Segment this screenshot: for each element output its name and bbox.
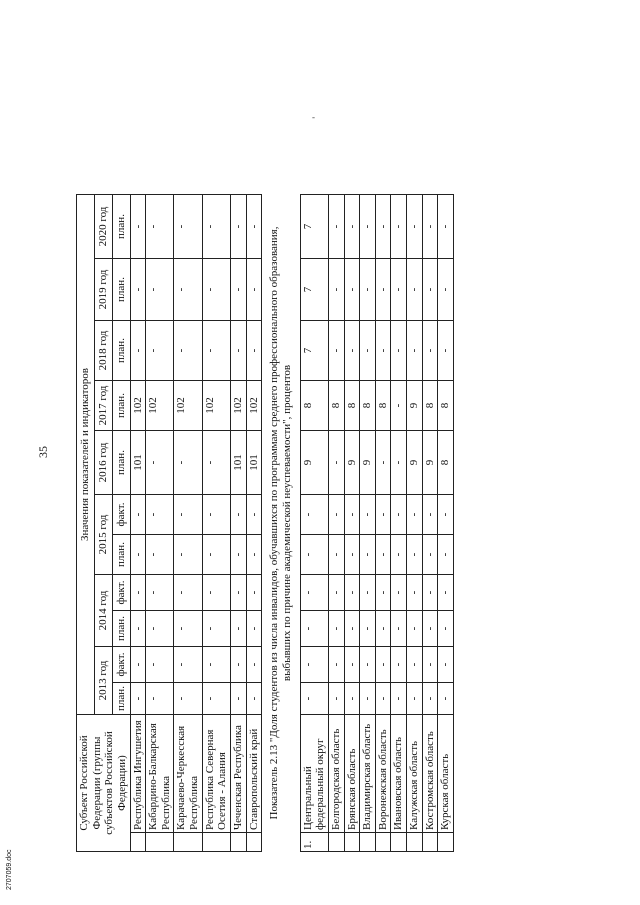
value-cell: - xyxy=(360,321,376,381)
row-number xyxy=(174,833,202,852)
value-cell: - xyxy=(360,495,376,535)
value-cell: - xyxy=(344,647,360,683)
value-cell: - xyxy=(174,575,202,611)
value-cell: - xyxy=(391,381,407,431)
value-cell: - xyxy=(130,495,146,535)
row-number xyxy=(328,833,344,852)
value-cell: 8 xyxy=(375,381,391,431)
value-cell: - xyxy=(391,321,407,381)
value-cell: - xyxy=(202,611,230,647)
value-cell: - xyxy=(438,535,454,575)
subject-name: Белгородская область xyxy=(328,715,344,833)
header-plan: план. xyxy=(112,535,130,575)
value-cell: - xyxy=(328,611,344,647)
value-cell: - xyxy=(328,647,344,683)
value-cell: - xyxy=(344,495,360,535)
value-cell: - xyxy=(130,647,146,683)
value-cell: - xyxy=(300,575,328,611)
value-cell: - xyxy=(146,611,174,647)
value-cell: - xyxy=(360,575,376,611)
page-number: 35 xyxy=(36,446,50,458)
row-number xyxy=(146,833,174,852)
value-cell: - xyxy=(202,195,230,259)
header-year: 2020 год xyxy=(94,195,112,259)
value-cell: - xyxy=(438,611,454,647)
value-cell: - xyxy=(391,195,407,259)
value-cell: - xyxy=(146,321,174,381)
row-number xyxy=(407,833,423,852)
value-cell: 7 xyxy=(300,321,328,381)
value-cell: - xyxy=(202,495,230,535)
value-cell: - xyxy=(174,431,202,495)
value-cell: - xyxy=(246,683,262,715)
subject-name: Воронежская область xyxy=(375,715,391,833)
value-cell: - xyxy=(438,495,454,535)
value-cell: - xyxy=(375,647,391,683)
header-year: 2014 год xyxy=(94,575,112,647)
value-cell: 9 xyxy=(300,431,328,495)
row-number xyxy=(422,833,438,852)
value-cell: - xyxy=(246,575,262,611)
value-cell: - xyxy=(407,683,423,715)
value-cell: - xyxy=(246,259,262,321)
value-cell: 102 xyxy=(231,381,247,431)
value-cell: 102 xyxy=(130,381,146,431)
value-cell: 8 xyxy=(438,381,454,431)
rotated-page xyxy=(36,60,606,860)
header-fact: факт. xyxy=(112,495,130,535)
value-cell: - xyxy=(174,611,202,647)
row-number xyxy=(130,833,146,852)
value-cell: - xyxy=(438,195,454,259)
table-row xyxy=(202,195,230,852)
value-cell: - xyxy=(407,611,423,647)
subject-name: Ставропольский край xyxy=(246,715,262,833)
value-cell: - xyxy=(391,431,407,495)
value-cell: - xyxy=(231,611,247,647)
value-cell: - xyxy=(202,535,230,575)
value-cell: - xyxy=(422,535,438,575)
value-cell: - xyxy=(231,495,247,535)
value-cell: - xyxy=(174,683,202,715)
value-cell: - xyxy=(360,647,376,683)
value-cell: - xyxy=(360,535,376,575)
value-cell: 8 xyxy=(360,381,376,431)
indicator-section xyxy=(262,195,300,852)
value-cell: - xyxy=(360,611,376,647)
value-cell: - xyxy=(391,259,407,321)
value-cell: 101 xyxy=(130,431,146,495)
table-row xyxy=(328,195,344,852)
value-cell: - xyxy=(391,535,407,575)
row-number: 1. xyxy=(300,833,328,852)
value-cell: - xyxy=(300,495,328,535)
value-cell: - xyxy=(174,195,202,259)
value-cell: - xyxy=(407,495,423,535)
value-cell: - xyxy=(130,195,146,259)
table-row xyxy=(375,195,391,852)
footer-filename: 2707059.doc xyxy=(6,849,13,890)
value-cell: - xyxy=(344,259,360,321)
table-row xyxy=(231,195,247,852)
subject-name: Республика Северная Осетия - Алания xyxy=(202,715,230,833)
value-cell: - xyxy=(231,321,247,381)
value-cell: - xyxy=(422,575,438,611)
value-cell: - xyxy=(375,431,391,495)
subject-name: Владимирская область xyxy=(360,715,376,833)
value-cell: - xyxy=(344,535,360,575)
subject-name: Костромская область xyxy=(422,715,438,833)
header-year: 2018 год xyxy=(94,321,112,381)
value-cell: - xyxy=(300,611,328,647)
indicator-caption: Показатель 2.13 "Доля студентов из числа инвалидов, обучавшихся по программам среднего профессионального образования, выбывших по причине академической неуспеваемости", процентов xyxy=(262,195,300,852)
value-cell: - xyxy=(231,683,247,715)
value-cell: - xyxy=(375,683,391,715)
value-cell: - xyxy=(246,611,262,647)
value-cell: - xyxy=(231,575,247,611)
subject-name: Кабардино-Балкарская Республика xyxy=(146,715,174,833)
value-cell: - xyxy=(391,575,407,611)
value-cell: - xyxy=(202,321,230,381)
subject-name: Ивановская область xyxy=(391,715,407,833)
value-cell: - xyxy=(407,535,423,575)
table-row xyxy=(407,195,423,852)
row-number xyxy=(231,833,247,852)
value-cell: - xyxy=(407,259,423,321)
value-cell: 8 xyxy=(300,381,328,431)
value-cell: - xyxy=(375,259,391,321)
subject-name: Курская область xyxy=(438,715,454,833)
value-cell: 101 xyxy=(246,431,262,495)
value-cell: - xyxy=(146,647,174,683)
value-cell: - xyxy=(375,535,391,575)
value-cell: - xyxy=(146,535,174,575)
value-cell: - xyxy=(246,535,262,575)
value-cell: - xyxy=(422,321,438,381)
value-cell: - xyxy=(146,259,174,321)
value-cell: 9 xyxy=(344,431,360,495)
value-cell: 9 xyxy=(407,431,423,495)
value-cell: - xyxy=(360,683,376,715)
value-cell: 101 xyxy=(231,431,247,495)
value-cell: - xyxy=(344,195,360,259)
value-cell: - xyxy=(375,321,391,381)
value-cell: - xyxy=(328,535,344,575)
subject-name: Чеченская Республика xyxy=(231,715,247,833)
value-cell: 102 xyxy=(146,381,174,431)
header-plan: план. xyxy=(112,259,130,321)
value-cell: - xyxy=(146,495,174,535)
row-number xyxy=(375,833,391,852)
value-cell: - xyxy=(174,647,202,683)
value-cell: 7 xyxy=(300,195,328,259)
header-year: 2017 год xyxy=(94,381,112,431)
value-cell: - xyxy=(146,195,174,259)
header-plan: план. xyxy=(112,431,130,495)
value-cell: - xyxy=(130,611,146,647)
header-plan: план. xyxy=(112,321,130,381)
value-cell: 102 xyxy=(202,381,230,431)
value-cell: - xyxy=(202,259,230,321)
table-row xyxy=(344,195,360,852)
table-body-top xyxy=(130,195,262,852)
value-cell: - xyxy=(344,321,360,381)
value-cell: - xyxy=(391,611,407,647)
header-subject: Субъект Российской Федерации (группы субъектов Российской Федерации) xyxy=(77,715,131,852)
value-cell: - xyxy=(231,535,247,575)
header-fact: факт. xyxy=(112,647,130,683)
value-cell: - xyxy=(130,321,146,381)
table-row xyxy=(174,195,202,852)
value-cell: 9 xyxy=(422,431,438,495)
table-row xyxy=(246,195,262,852)
value-cell: - xyxy=(146,575,174,611)
value-cell: - xyxy=(407,575,423,611)
subject-name: Калужская область xyxy=(407,715,423,833)
value-cell: - xyxy=(344,683,360,715)
value-cell: - xyxy=(438,683,454,715)
header-year: 2015 год xyxy=(94,495,112,575)
value-cell: - xyxy=(360,195,376,259)
value-cell: - xyxy=(174,535,202,575)
table-row xyxy=(391,195,407,852)
value-cell: - xyxy=(438,575,454,611)
stray-mark: - xyxy=(312,112,315,122)
value-cell: - xyxy=(130,535,146,575)
row-number xyxy=(202,833,230,852)
value-cell: - xyxy=(202,647,230,683)
value-cell: - xyxy=(130,259,146,321)
value-cell: - xyxy=(130,575,146,611)
value-cell: - xyxy=(328,195,344,259)
subject-name: Республика Ингушетия xyxy=(130,715,146,833)
value-cell: - xyxy=(438,259,454,321)
value-cell: - xyxy=(438,647,454,683)
value-cell: - xyxy=(202,683,230,715)
table-row xyxy=(300,195,328,852)
value-cell: - xyxy=(422,259,438,321)
value-cell: 102 xyxy=(246,381,262,431)
value-cell: - xyxy=(300,683,328,715)
value-cell: - xyxy=(344,575,360,611)
value-cell: - xyxy=(422,647,438,683)
table-row xyxy=(438,195,454,852)
value-cell: - xyxy=(422,495,438,535)
header-plan: план. xyxy=(112,683,130,715)
value-cell: - xyxy=(422,195,438,259)
value-cell: - xyxy=(360,259,376,321)
value-cell: - xyxy=(391,647,407,683)
value-cell: - xyxy=(375,495,391,535)
value-cell: - xyxy=(246,195,262,259)
value-cell: - xyxy=(391,683,407,715)
value-cell: - xyxy=(344,611,360,647)
header-plan: план. xyxy=(112,381,130,431)
value-cell: - xyxy=(231,259,247,321)
subject-name: Центральный федеральный округ xyxy=(300,715,328,833)
value-cell: - xyxy=(407,647,423,683)
table-row xyxy=(422,195,438,852)
value-cell: - xyxy=(300,535,328,575)
value-cell: - xyxy=(146,683,174,715)
row-number xyxy=(344,833,360,852)
header-year: 2013 год xyxy=(94,647,112,715)
value-cell: - xyxy=(202,575,230,611)
value-cell: - xyxy=(231,647,247,683)
value-cell: 8 xyxy=(328,381,344,431)
value-cell: - xyxy=(328,683,344,715)
header-year: 2019 год xyxy=(94,259,112,321)
value-cell: - xyxy=(146,431,174,495)
value-cell: 8 xyxy=(422,381,438,431)
value-cell: - xyxy=(300,647,328,683)
subject-name: Брянская область xyxy=(344,715,360,833)
value-cell: - xyxy=(407,321,423,381)
value-cell: 8 xyxy=(438,431,454,495)
row-number xyxy=(360,833,376,852)
value-cell: - xyxy=(422,611,438,647)
value-cell: 7 xyxy=(300,259,328,321)
value-cell: - xyxy=(174,259,202,321)
value-cell: 9 xyxy=(360,431,376,495)
value-cell: - xyxy=(375,195,391,259)
value-cell: - xyxy=(328,575,344,611)
value-cell: - xyxy=(328,431,344,495)
table-body-bottom xyxy=(300,195,453,852)
value-cell: - xyxy=(246,321,262,381)
value-cell: - xyxy=(174,495,202,535)
value-cell: - xyxy=(375,575,391,611)
row-number xyxy=(391,833,407,852)
value-cell: 8 xyxy=(344,381,360,431)
value-cell: - xyxy=(246,495,262,535)
value-cell: - xyxy=(174,321,202,381)
table-row xyxy=(146,195,174,852)
header-plan: план. xyxy=(112,611,130,647)
value-cell: - xyxy=(328,259,344,321)
value-cell: - xyxy=(130,683,146,715)
subject-name: Карачаево-Черкесская Республика xyxy=(174,715,202,833)
value-cell: - xyxy=(328,321,344,381)
value-cell: - xyxy=(375,611,391,647)
value-cell: - xyxy=(246,647,262,683)
table-row xyxy=(360,195,376,852)
row-number xyxy=(438,833,454,852)
value-cell: - xyxy=(391,495,407,535)
value-cell: 102 xyxy=(174,381,202,431)
header-plan: план. xyxy=(112,195,130,259)
header-fact: факт. xyxy=(112,575,130,611)
header-indicators: Значения показателей и индикаторов xyxy=(77,195,95,715)
indicator-table xyxy=(76,194,454,852)
table-row xyxy=(130,195,146,852)
value-cell: - xyxy=(422,683,438,715)
row-number xyxy=(246,833,262,852)
value-cell: - xyxy=(231,195,247,259)
value-cell: 9 xyxy=(407,381,423,431)
value-cell: - xyxy=(328,495,344,535)
value-cell: - xyxy=(407,195,423,259)
value-cell: - xyxy=(202,431,230,495)
value-cell: - xyxy=(438,321,454,381)
header-year: 2016 год xyxy=(94,431,112,495)
